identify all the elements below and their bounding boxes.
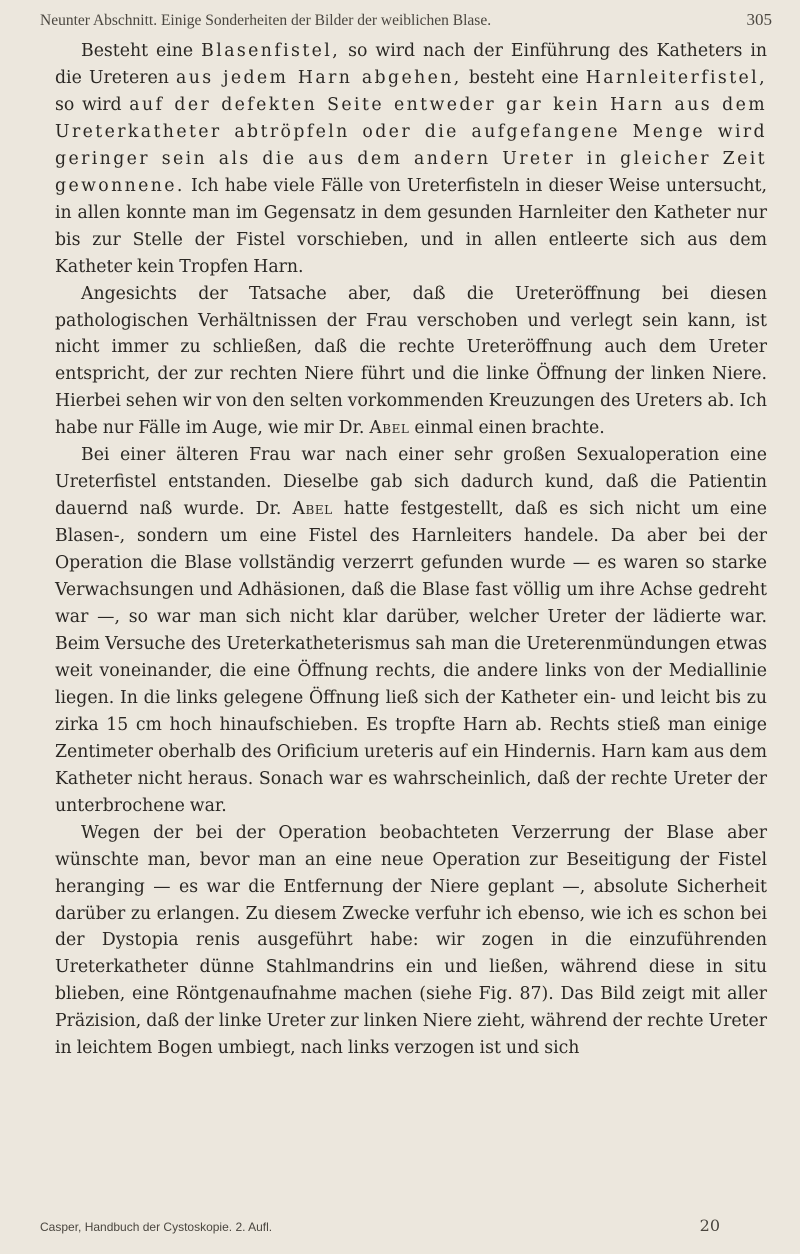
text-run: hatte festgestellt, daß es sich nicht um eine Blasen-, sondern um eine Fistel des Harnleiters handele. Da aber bei der Operation die Blase vollständig verzerrt gefunden wurde — es waren so starke Verwachsungen und Adhäsionen, daß die Blase fast völlig um ihre Achse gedreht war —, so war man sich nicht klar darüber, welcher Ureter der lädierte war. Beim Versuche des Ureterkatheterismus sah man die Ureterenmündungen etwas weit voneinander, die eine Öffnung rechts, die andere links von der Mediallinie liegen. In die links gelegene Öffnung ließ sich der Katheter ein- und leicht bis zu zirka 15 cm hoch hinaufschieben. Es tropfte Harn ab. Rechts stieß man einige Zentimeter oberhalb des Orificium ureteris auf ein Hindernis. Harn kam aus dem Katheter nicht heraus. Sonach war es wahrscheinlich, daß der rechte Ureter der unterbrochene war. <box>55 499 767 816</box>
paragraph <box>55 442 767 819</box>
text-run: so wird <box>55 94 130 115</box>
text-run: einmal einen brachte. <box>409 418 605 439</box>
paragraph <box>55 38 767 281</box>
emphasis-text: Blasenfistel, <box>201 41 341 61</box>
footer <box>40 1216 750 1235</box>
running-title: Neunter Abschnitt. Einige Sonderheiten der Bilder der weiblichen Blase. <box>40 12 492 29</box>
page-number: 305 <box>746 10 772 29</box>
text-run: besteht eine <box>461 67 586 88</box>
emphasis-text: auf der defekten Seite entweder gar kein Harn aus dem Ureterkatheter abtröpfeln oder die aufgefangene Menge wird geringer sein als die aus dem andern Ureter in gleicher Zeit gewonnene. <box>55 94 768 196</box>
paragraph <box>55 820 767 1063</box>
text-run: so wird nach der Einführung des Katheters in die Ureteren <box>55 41 768 88</box>
paragraph <box>55 281 767 443</box>
text-run: Ich habe viele Fälle von Ureterfisteln in dieser Weise untersucht, in allen konnte man im Gegensatz in dem gesunden Harnleiter den Katheter nur bis zur Stelle der Fistel vorschieben, und in allen entleerte sich aus dem Katheter kein Tropfen Harn. <box>55 175 767 277</box>
text-run: Wegen der bei der Operation beobachteten Verzerrung der Blase aber wünschte man, bevor man an eine neue Operation zur Beseitigung der Fistel heranging — es war die Entfernung der Niere geplant —, absolute Sicherheit darüber zu erlangen. Zu diesem Zwecke verfuhr ich ebenso, wie ich es schon bei der Dystopia renis ausgeführt habe: wir zogen in die einzuführenden Ureterkatheter dünne Stahlmandrins ein und ließen, während diese in situ blieben, eine Röntgenaufnahme machen (siehe Fig. 87). Das Bild zeigt mit aller Präzision, daß der linke Ureter zur linken Niere zieht, während der rechte Ureter in leichtem Bogen umbiegt, nach links verzogen ist und sich <box>55 822 767 1059</box>
text-run: Bei einer älteren Frau war nach einer sehr großen Sexualoperation eine Ureterfistel entstanden. Dieselbe gab sich dadurch kund, daß die Patientin dauernd naß wurde. Dr. <box>55 445 767 520</box>
signature-mark: 20 <box>699 1216 720 1235</box>
author-name: Abel <box>292 499 333 520</box>
running-header <box>40 10 772 30</box>
emphasis-text: aus jedem Harn abgehen, <box>176 67 462 88</box>
text-run: Angesichts der Tatsache aber, daß die Ureteröffnung bei diesen pathologischen Verhältnissen der Frau verschoben und verlegt sein kann, ist nicht immer zu schließen, daß die rechte Ureteröffnung auch dem Ureter entspricht, der zur rechten Niere führt und die linke Öffnung der linken Niere. Hierbei sehen wir von den selten vorkommenden Kreuzungen des Ureters ab. Ich habe nur Fälle im Auge, wie mir Dr. <box>55 283 767 439</box>
footer-imprint: Casper, Handbuch der Cystoskopie. 2. Aufl. <box>40 1220 273 1234</box>
text-run: Besteht eine <box>81 41 202 61</box>
author-name: Abel <box>369 418 410 439</box>
body-text <box>55 38 767 1062</box>
emphasis-text: Harnleiterfistel, <box>585 67 767 88</box>
